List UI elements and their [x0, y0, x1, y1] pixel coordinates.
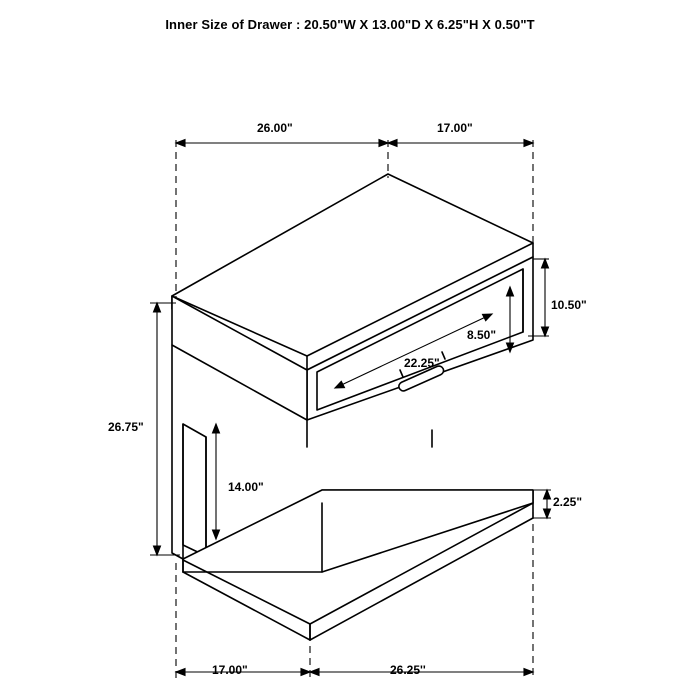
dim-label-bottom-right: 26.25''	[390, 663, 426, 677]
dim-label-drawer-height: 8.50"	[467, 328, 497, 342]
dim-label-drawer-width: 22.25"	[404, 356, 440, 370]
dim-label-shelf-clear: 14.00"	[228, 480, 264, 494]
dim-label-top-left: 26.00"	[257, 121, 293, 135]
dim-label-overall-height: 26.75"	[108, 420, 144, 434]
dim-label-base-thick: 2.25"	[553, 495, 583, 509]
dim-label-bottom-left: 17.00"	[212, 663, 248, 677]
page-title: Inner Size of Drawer : 20.50"W X 13.00"D X 6.25"H X 0.50"T	[165, 17, 535, 32]
dim-label-top-right: 17.00"	[437, 121, 473, 135]
inner-leg	[307, 420, 432, 447]
dim-label-right-upper: 10.50"	[551, 298, 587, 312]
